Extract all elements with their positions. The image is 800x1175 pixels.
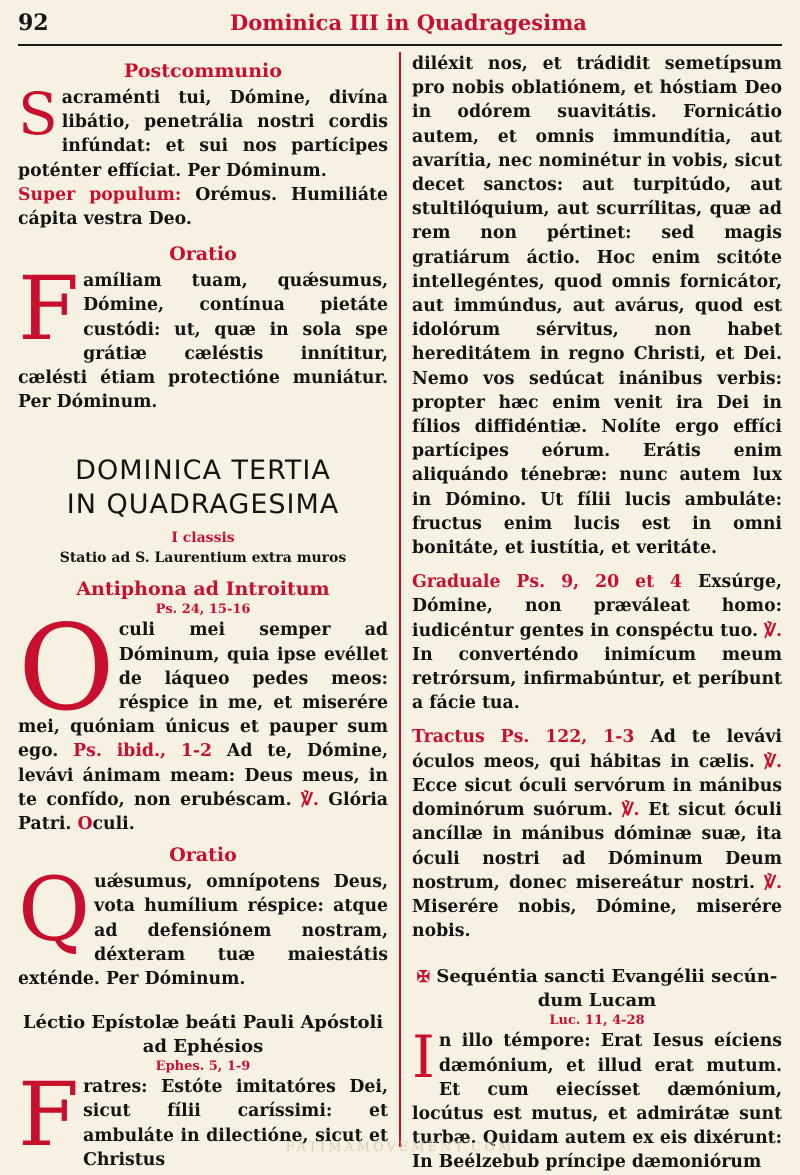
introit-text: Oculi mei semper ad Dóminum, quia ipse evéllet de láqueo pedes meos: réspice in me, et miserére mei, quóniam únicus et pauper sum ego. Ps. ibid., 1-2 Ad te, Dómine, levávi ánimam meam: Deus meus, in te confído, non erubéscam. ℣. Glória Patri. Oculi.	[18, 599, 388, 835]
versicle-sign: ℣.	[764, 872, 782, 893]
watermark: FATIMAMOVEMENT.COM	[285, 1140, 515, 1155]
postcommunio-heading: Postcommunio	[124, 60, 282, 82]
gradual-label: Graduale Ps. 9, 20 et 4	[412, 572, 683, 593]
dropcap: I	[412, 1023, 435, 1092]
versicle-sign: ℣.	[621, 800, 640, 821]
introit-heading: Antiphona ad Introitum	[76, 578, 330, 601]
introit-ref: Ps. 24, 15-16	[155, 602, 251, 618]
right-column	[412, 52, 782, 1173]
lesson-text: Fratres: Estóte imitatóres Dei, sicut fílii caríssimi: et ambuláte in dilectióne, sicut et Christus	[18, 1063, 388, 1170]
station: Statio ad S. Laurentium extra muros	[59, 550, 347, 567]
lesson-title: Léctio Epístolæ beáti Pauli Apóstoli ad Ephésios	[22, 1012, 384, 1058]
dropcap: Q	[18, 858, 91, 962]
dropcap: F	[18, 1063, 80, 1167]
versicle-sign: ℣.	[764, 751, 782, 772]
gospel-ref: Luc. 11, 4-28	[549, 1013, 645, 1029]
super-populum: Super populum: Orémus. Humiliáte cápita vestra Deo.	[18, 184, 388, 230]
column-divider	[399, 52, 401, 1147]
versicle-sign: ℣.	[301, 789, 319, 810]
cross-icon: ✠	[416, 967, 431, 987]
dropcap: F	[18, 257, 80, 361]
postcommunio-text: Sacraménti tui, Dómine, divína libátio, penetrália nostri cordis infúndat: et sui nos partícipes poténter effíciat. Per Dóminum.	[18, 80, 388, 181]
oratio-heading: Oratio	[169, 844, 237, 867]
page-header	[0, 0, 800, 44]
tract-label: Tractus Ps. 122, 1-3	[412, 727, 635, 748]
gospel-title: ✠ Sequéntia sancti Evangélii secún- dum Lucam	[416, 966, 778, 1012]
dropcap: S	[18, 80, 58, 148]
mass-title: DOMINICA TERTIA IN QUADRAGESIMA	[66, 455, 340, 521]
oratio-text: Quǽsumus, omnípotens Deus, vota humílium réspice: atque ad defensiónem nostram, déxteram tuæ maiestátis exténde. Per Dóminum.	[18, 858, 388, 990]
tract: Tractus Ps. 122, 1-3 Ad te levávi óculos meos, qui hábitas in cælis. ℣. Ecce sicut óculi servórum in mánibus dominórum suórum. ℣. Et sicut óculi ancíllæ in mánibus dóminæ suæ, ita óculi nostri ad Dóminum Deum nostrum, donec misereátur nostri. ℣. Miserére nobis, Dómine, miserére nobis.	[412, 727, 782, 942]
gradual: Graduale Ps. 9, 20 et 4 Exsúrge, Dómine, non præváleat homo: iudicéntur gentes in conspéctu tuo. ℣. In converténdo inimícum meum retrórsum, infirmabúntur, et períbunt a fácie tua.	[412, 572, 782, 714]
left-column	[18, 52, 388, 1170]
gospel-text: In illo témpore: Erat Iesus eíciens dæmónium, et illud erat mutum. Et cum eiecísset dæmónium, locútus est mutus, et admirátæ sunt turbæ. Quidam autem ex eis dixérunt: In Beélzebub príncipe dæmoniórum	[412, 1023, 782, 1173]
super-populum-label: Super populum:	[18, 184, 182, 205]
header-rule	[18, 44, 782, 46]
class-rank: I classis	[171, 530, 235, 547]
oratio-text: Famíliam tuam, quǽsumus, Dómine, contínua pietáte custódi: ut, quæ in sola spe grátiæ cæléstis innítitur, cælésti étiam protectióne muniátur. Per Dóminum.	[18, 257, 388, 413]
dropcap: O	[18, 599, 115, 738]
oratio-heading: Oratio	[169, 243, 237, 266]
running-title: Dominica III in Quadragesima	[230, 10, 587, 35]
lesson-ref: Ephes. 5, 1-9	[155, 1059, 251, 1075]
versicle-sign: ℣.	[764, 620, 782, 641]
lesson-continuation: diléxit nos, et trádidit semetípsum pro nobis oblatiónem, et hóstiam Deo in odórem suavitátis. Fornicátio autem, et omnis immundítia, aut avarítia, nec nominétur in vobis, sicut decet sanctos: aut turpitúdo, aut stultilóquium, aut scurrílitas, quæ ad rem non pértinet: sed magis gratiárum áctio. Hoc enim scitóte intellegéntes, quod omnis fornicátor, aut immúndus, aut avárus, quod est idolórum sérvitus, non habet hereditátem in regno Christi, et Dei. Nemo vos sedúcat inánibus verbis: propter hæc enim venit ira Dei in fílios diffidéntiæ. Nolíte ergo effíci partícipes eórum. Erátis enim aliquándo ténebræ: nunc autem lux in Dómino. Ut fílii lucis ambuláte: fructus enim lucis est in omni bonitáte, et iustítia, et veritáte.	[412, 54, 782, 559]
page-number: 92	[18, 10, 49, 36]
